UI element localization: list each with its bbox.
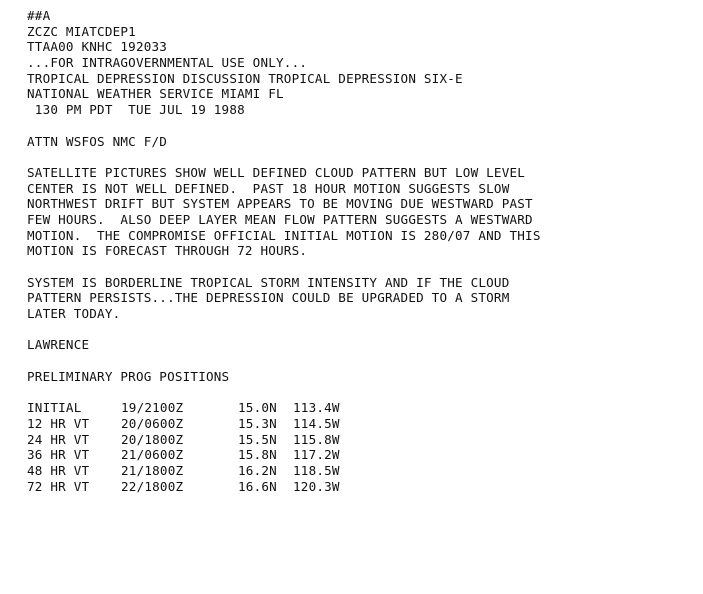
position-lat: 15.8N <box>238 447 277 463</box>
position-label: 36 HR VT <box>27 447 90 463</box>
paragraph-line: FEW HOURS. ALSO DEEP LAYER MEAN FLOW PATTERN SUGGESTS A WESTWARD <box>27 211 533 227</box>
table-row <box>27 463 697 479</box>
prog-positions-table <box>27 400 697 494</box>
spacer <box>27 322 697 338</box>
spacer <box>27 149 697 165</box>
header-line: ##A <box>27 8 51 23</box>
position-lon: 114.5W <box>293 415 340 431</box>
discussion-document <box>27 8 697 494</box>
attn-line: ATTN WSFOS NMC F/D <box>27 133 168 149</box>
position-time: 19/2100Z <box>121 400 184 416</box>
position-lat: 16.2N <box>238 462 277 478</box>
paragraph-line: MOTION IS FORECAST THROUGH 72 HOURS. <box>27 243 308 259</box>
paragraph-line: MOTION. THE COMPROMISE OFFICIAL INITIAL MOTION IS 280/07 AND THIS <box>27 227 541 243</box>
paragraph-line: PATTERN PERSISTS...THE DEPRESSION COULD BE UPGRADED TO A STORM <box>27 290 510 306</box>
header-line: ...FOR INTRAGOVERNMENTAL USE ONLY... <box>27 55 308 71</box>
paragraph-line: SYSTEM IS BORDERLINE TROPICAL STORM INTENSITY AND IF THE CLOUD <box>27 274 510 290</box>
paragraph-motion <box>27 165 697 259</box>
position-lat: 15.5N <box>238 431 277 447</box>
position-label: 48 HR VT <box>27 462 90 478</box>
table-row <box>27 416 697 432</box>
document-title: TROPICAL DEPRESSION DISCUSSION TROPICAL DEPRESSION SIX-E <box>27 70 463 86</box>
prog-positions-title: PRELIMINARY PROG POSITIONS <box>27 368 230 384</box>
forecaster-name: LAWRENCE <box>27 337 90 353</box>
position-lon: 120.3W <box>293 478 340 494</box>
position-time: 20/1800Z <box>121 431 184 447</box>
issue-time: 130 PM PDT TUE JUL 19 1988 <box>27 102 245 118</box>
paragraph-line: LATER TODAY. <box>27 306 121 322</box>
position-lat: 15.3N <box>238 415 277 431</box>
header-line: ZCZC MIATCDEP1 <box>27 23 136 39</box>
position-label: 12 HR VT <box>27 415 90 431</box>
position-time: 20/0600Z <box>121 415 184 431</box>
table-row <box>27 432 697 448</box>
issuing-office: NATIONAL WEATHER SERVICE MIAMI FL <box>27 86 284 102</box>
table-row <box>27 400 697 416</box>
position-lon: 115.8W <box>293 431 340 447</box>
paragraph-intensity <box>27 275 697 322</box>
table-row <box>27 447 697 463</box>
position-lat: 16.6N <box>238 478 277 494</box>
header-line: TTAA00 KNHC 192033 <box>27 39 168 55</box>
position-lon: 113.4W <box>293 400 340 416</box>
position-label: INITIAL <box>27 400 82 416</box>
position-label: 72 HR VT <box>27 478 90 494</box>
position-label: 24 HR VT <box>27 431 90 447</box>
position-lon: 117.2W <box>293 447 340 463</box>
paragraph-line: CENTER IS NOT WELL DEFINED. PAST 18 HOUR MOTION SUGGESTS SLOW <box>27 180 510 196</box>
position-lon: 118.5W <box>293 462 340 478</box>
table-row <box>27 479 697 495</box>
position-lat: 15.0N <box>238 400 277 416</box>
position-time: 21/1800Z <box>121 462 184 478</box>
header-block <box>27 8 697 118</box>
spacer <box>27 259 697 275</box>
paragraph-line: SATELLITE PICTURES SHOW WELL DEFINED CLOUD PATTERN BUT LOW LEVEL <box>27 164 526 180</box>
spacer <box>27 118 697 134</box>
position-time: 22/1800Z <box>121 478 184 494</box>
paragraph-line: NORTHWEST DRIFT BUT SYSTEM APPEARS TO BE MOVING DUE WESTWARD PAST <box>27 196 533 212</box>
spacer <box>27 353 697 369</box>
position-time: 21/0600Z <box>121 447 184 463</box>
spacer <box>27 385 697 401</box>
